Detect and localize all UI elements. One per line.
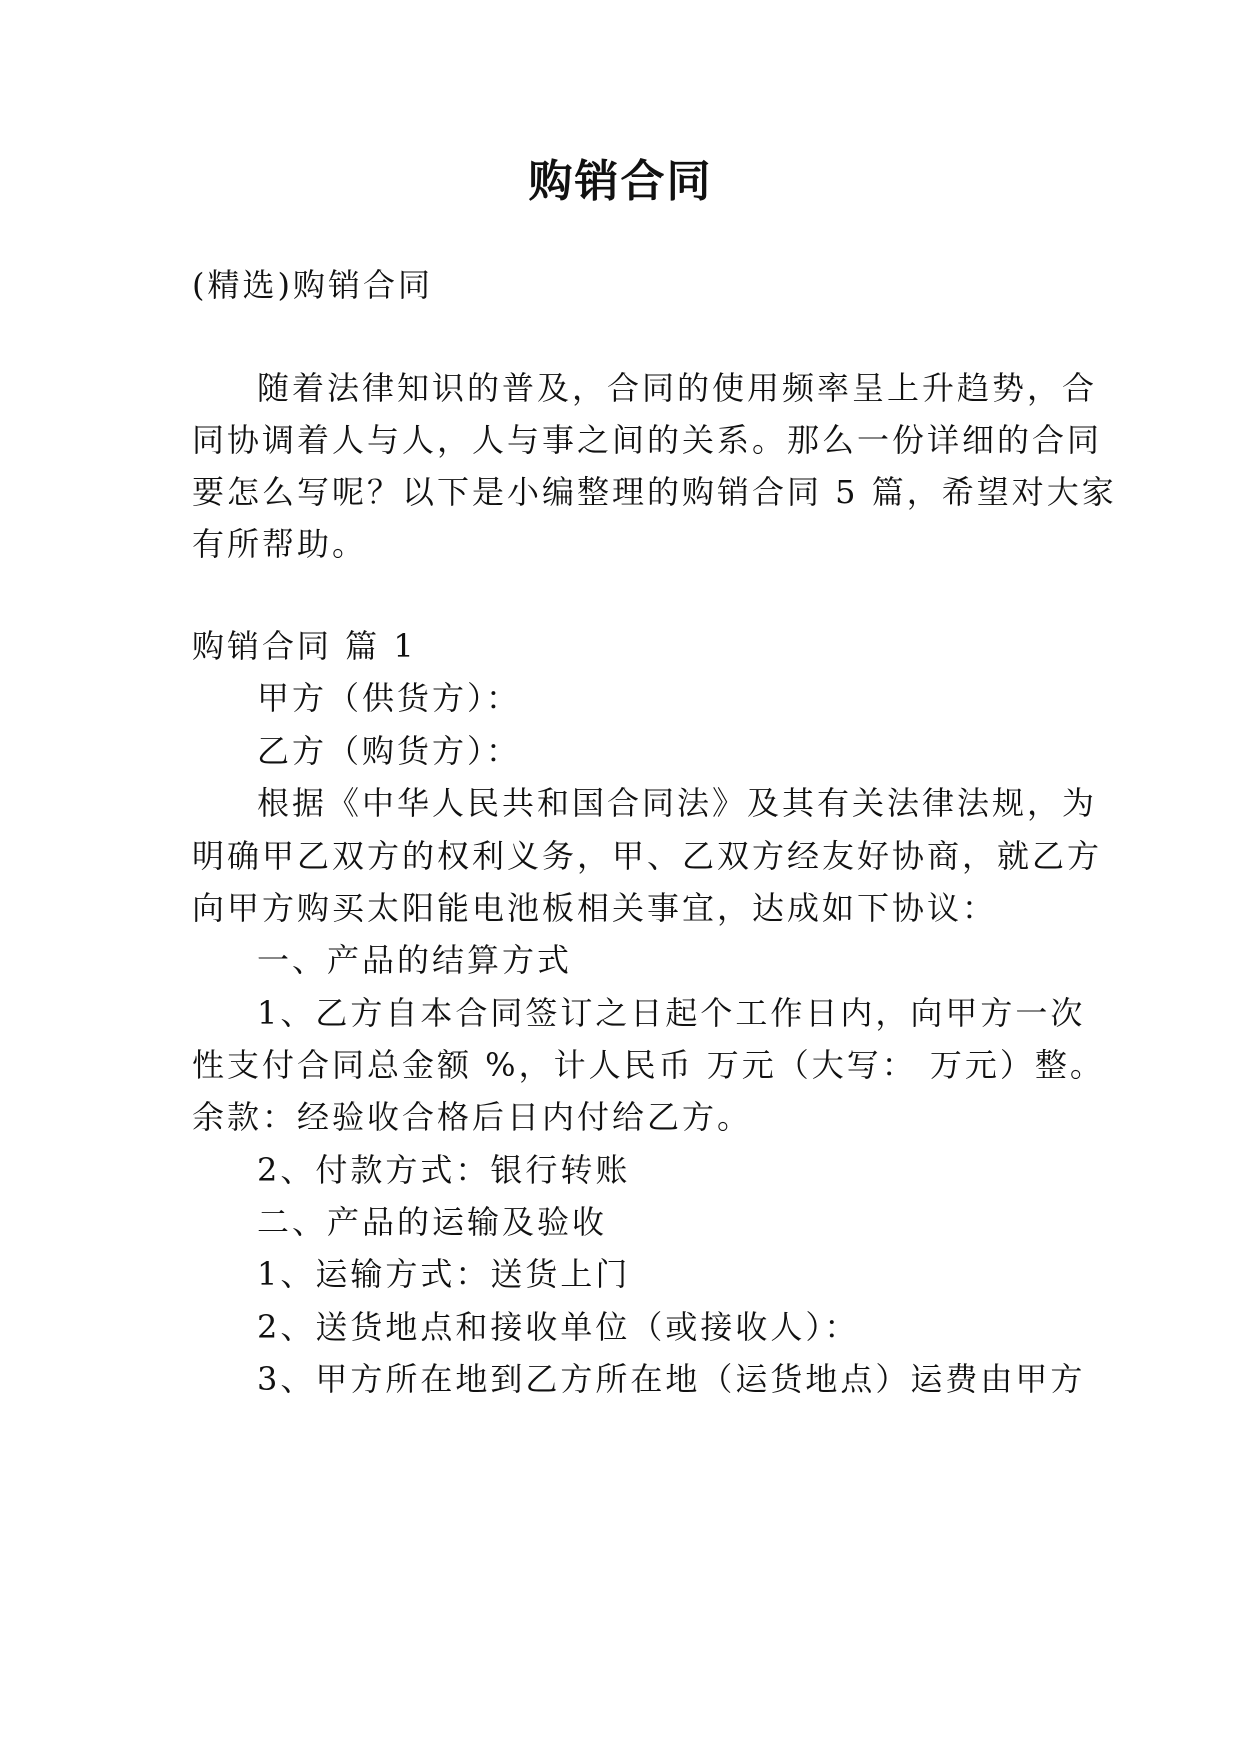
body-line: 乙方（购货方）：	[257, 732, 522, 770]
document-subtitle: (精选)购销合同	[192, 266, 433, 304]
body-line: 2、送货地点和接收单位（或接收人）：	[257, 1308, 860, 1346]
body-line: 甲方（供货方）：	[257, 679, 522, 717]
body-line: 向甲方购买太阳能电池板相关事宜，达成如下协议：	[192, 889, 998, 927]
intro-line: 同协调着人与人，人与事之间的关系。那么一份详细的合同	[192, 421, 1103, 459]
section-heading: 购销合同 篇 1	[192, 627, 417, 665]
body-line: 明确甲乙双方的权利义务，甲、乙双方经友好协商，就乙方	[192, 837, 1103, 875]
body-line: 根据《中华人民共和国合同法》及其有关法律法规，为	[257, 784, 1098, 822]
body-line: 一、产品的结算方式	[257, 941, 573, 979]
body-line: 2、付款方式：银行转账	[257, 1151, 631, 1189]
document-title: 购销合同	[528, 156, 713, 207]
body-line: 性支付合同总金额 %，计人民币 万元（大写： 万元）整。	[192, 1046, 1105, 1084]
intro-line: 随着法律知识的普及，合同的使用频率呈上升趋势，合	[257, 369, 1098, 407]
body-line: 1、乙方自本合同签订之日起个工作日内，向甲方一次	[257, 994, 1086, 1032]
body-line: 3、甲方所在地到乙方所在地（运货地点）运费由甲方	[257, 1360, 1086, 1398]
intro-line: 有所帮助。	[192, 525, 368, 563]
intro-line: 要怎么写呢？以下是小编整理的购销合同 5 篇，希望对大家	[192, 473, 1117, 511]
body-line: 余款：经验收合格后日内付给乙方。	[192, 1098, 753, 1136]
body-line: 二、产品的运输及验收	[257, 1203, 608, 1241]
body-line: 1、运输方式：送货上门	[257, 1255, 631, 1293]
